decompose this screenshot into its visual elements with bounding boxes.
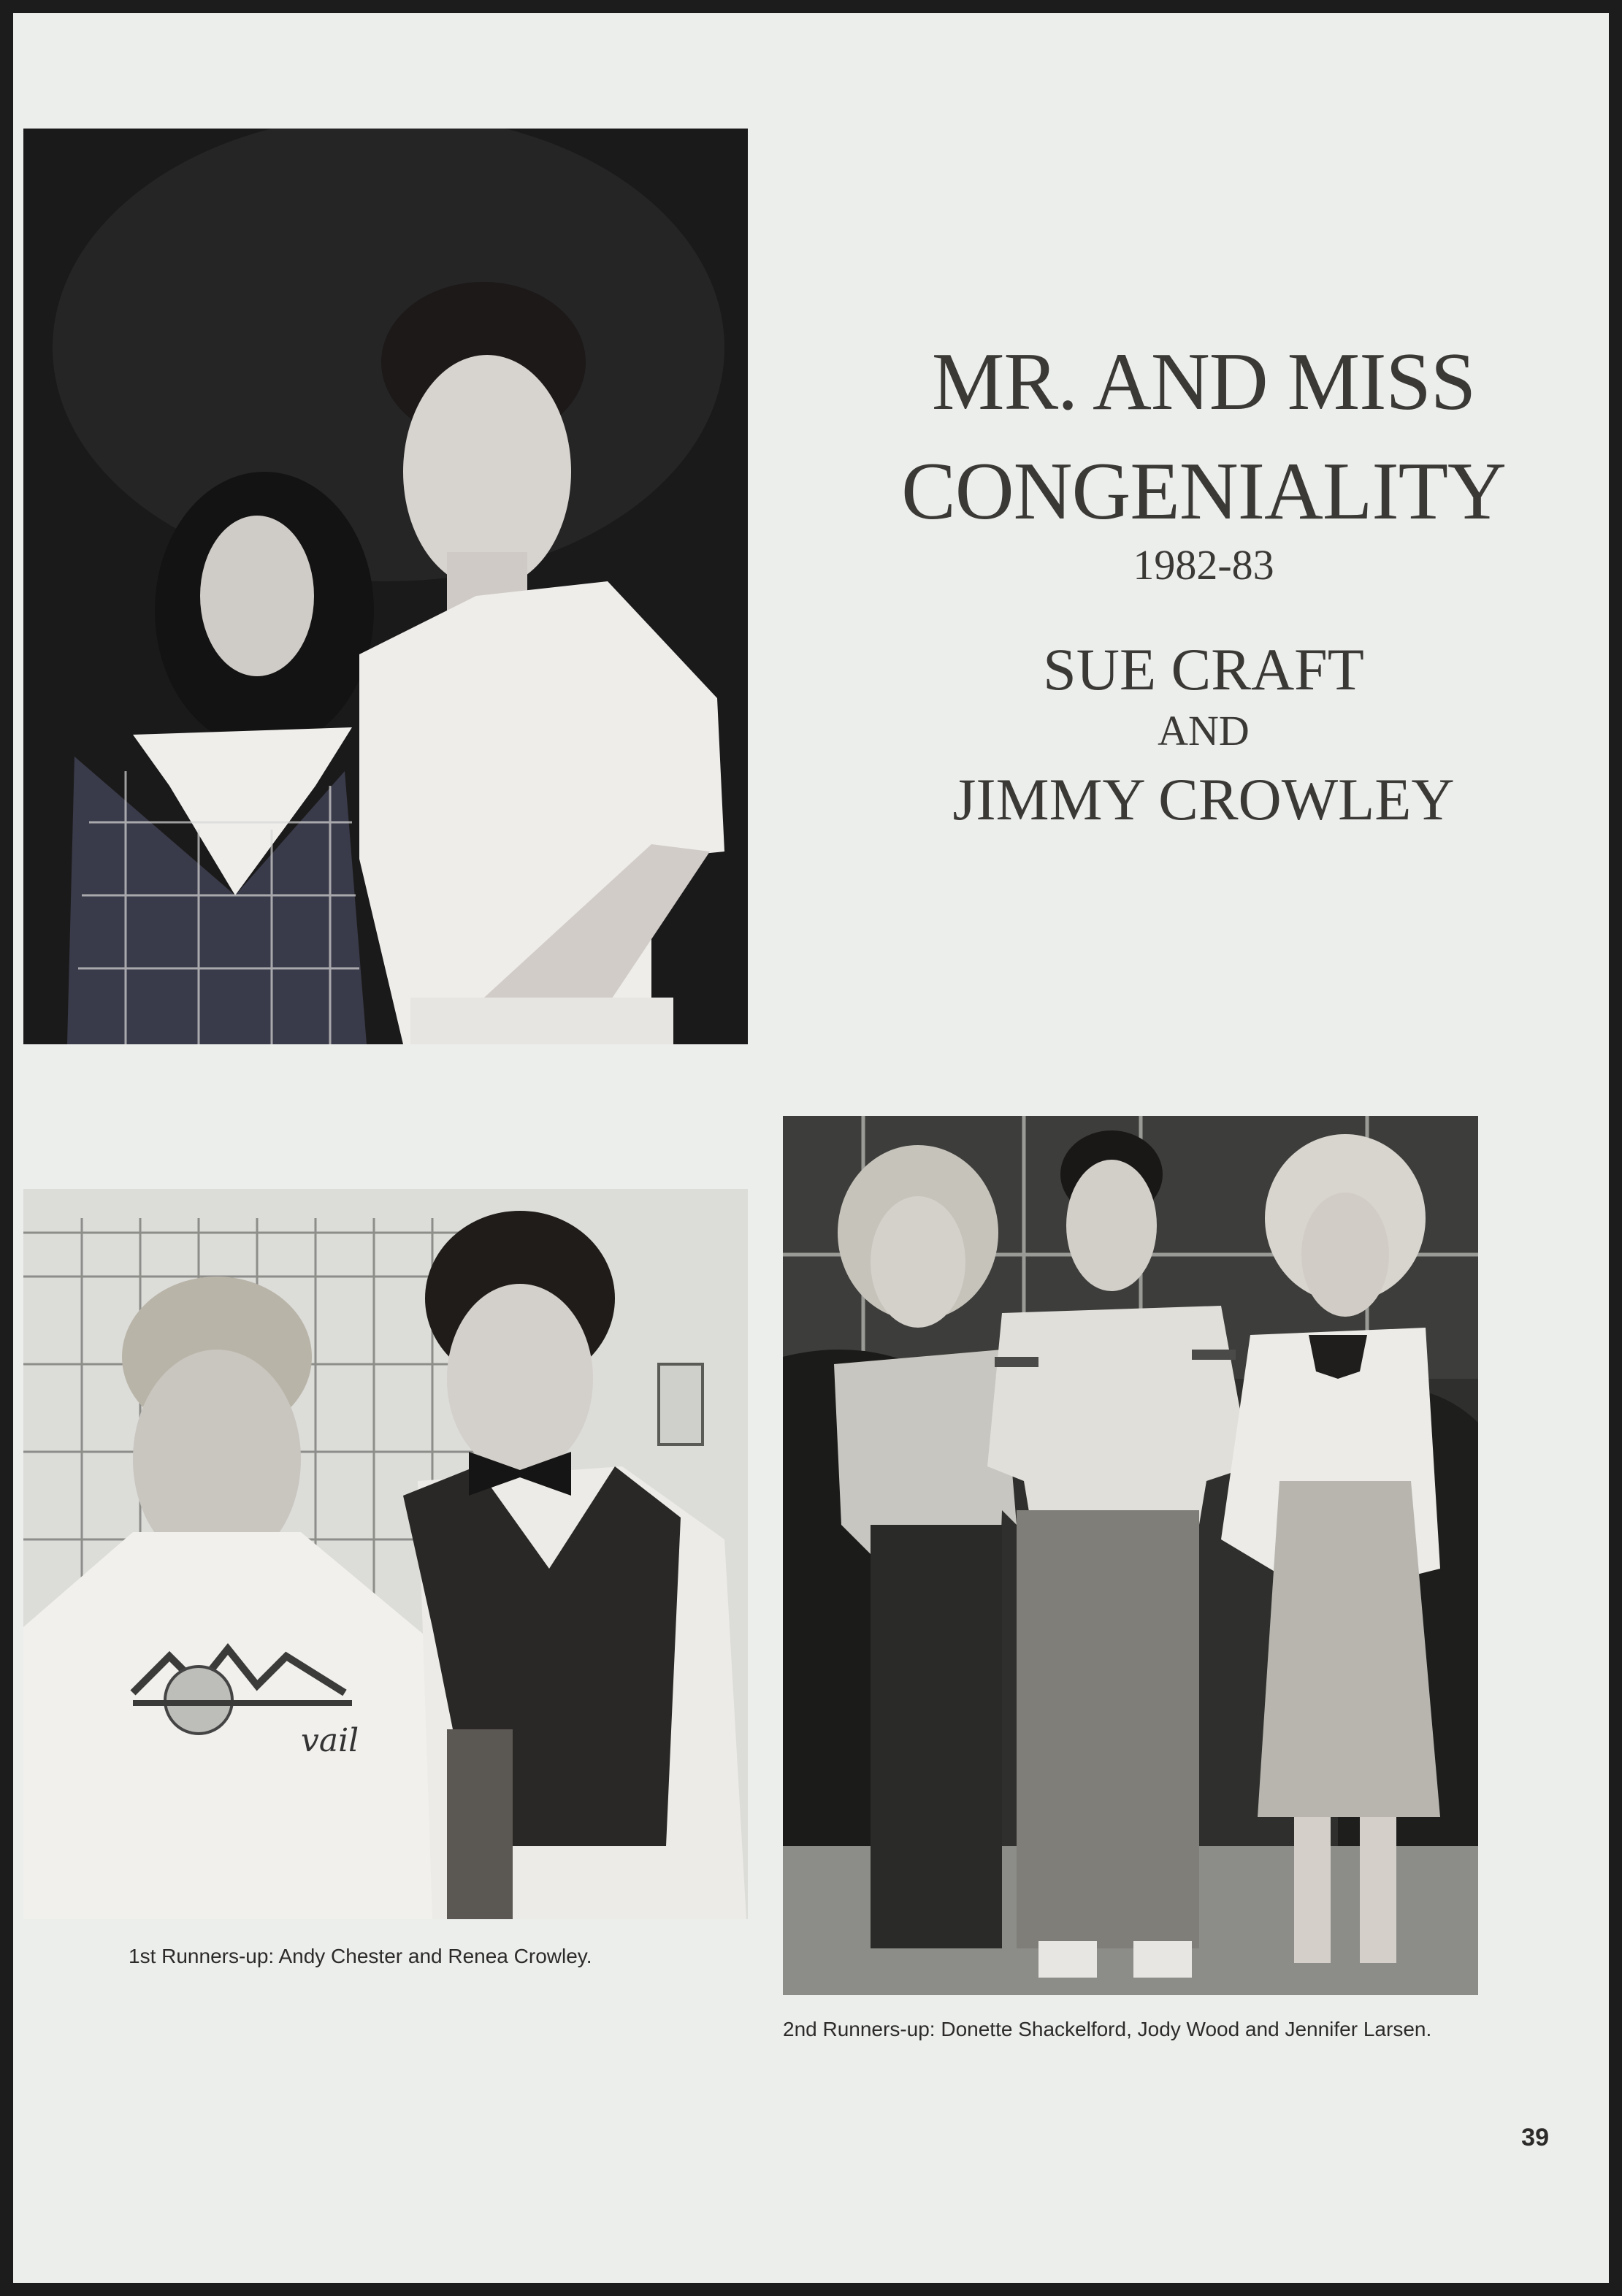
title-line-2: CONGENIALITY xyxy=(901,446,1506,537)
title-block xyxy=(802,327,1605,833)
title-year: 1982-83 xyxy=(1133,541,1274,589)
winner-connector: AND xyxy=(1158,707,1250,754)
title-line-1: MR. AND MISS xyxy=(931,337,1476,427)
shirt-logo-text: vail xyxy=(301,1722,359,1759)
winner-name-1: SUE CRAFT xyxy=(1043,636,1364,703)
second-runners-up-photo xyxy=(783,1116,1478,1995)
second-runners-up-caption: 2nd Runners-up: Donette Shackelford, Jody Wood and Jennifer Larsen. xyxy=(783,2018,1432,2040)
yearbook-page xyxy=(13,13,1609,2283)
first-runners-up-caption: 1st Runners-up: Andy Chester and Renea Crowley. xyxy=(129,1945,592,1967)
winner-name-2: JIMMY CROWLEY xyxy=(952,766,1455,833)
winners-photo xyxy=(23,129,748,1044)
page-number: 39 xyxy=(1521,2124,1549,2151)
first-runners-up-photo xyxy=(23,1189,748,1919)
